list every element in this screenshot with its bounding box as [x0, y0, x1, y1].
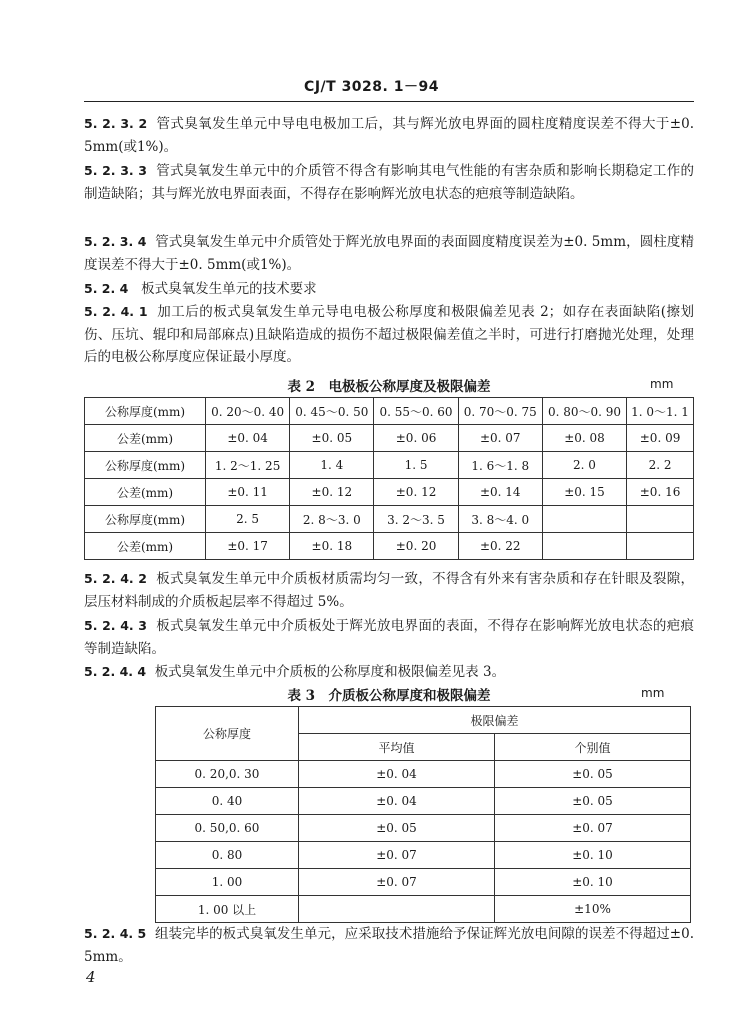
table-3-header-thickness: 公称厚度 — [156, 707, 299, 761]
table-row — [156, 869, 691, 896]
table-row — [156, 842, 691, 869]
table-2-electrode-thickness — [84, 397, 694, 560]
header-rule — [84, 101, 694, 102]
thickness-cell: 0. 40 — [156, 788, 299, 815]
table-row — [156, 788, 691, 815]
individual-cell: ±0. 07 — [495, 815, 691, 842]
thickness-cell: 0. 80 — [156, 842, 299, 869]
table-cell: 1. 4 — [290, 452, 374, 479]
average-cell: ±0. 04 — [299, 761, 495, 788]
table-3-dielectric-thickness — [155, 706, 691, 923]
table-cell: 2. 5 — [206, 506, 290, 533]
row-label: 公差(mm) — [85, 479, 206, 506]
clause-text: 板式臭氧发生单元中介质板处于辉光放电界面的表面，不得存在影响辉光放电状态的疤痕等制造缺陷。 — [84, 618, 695, 657]
table-cell: 2. 2 — [627, 452, 694, 479]
clause-5-2-3-2 — [84, 113, 694, 158]
clause-5-2-4-2 — [84, 568, 694, 613]
table-cell: ±0. 20 — [374, 533, 458, 560]
table-3-unit: mm — [641, 686, 665, 700]
row-label: 公称厚度(mm) — [85, 398, 206, 425]
clause-number: 5. 2. 4. 2 — [84, 571, 147, 586]
table-row — [156, 761, 691, 788]
clause-5-2-4-3 — [84, 615, 694, 660]
table-cell: ±0. 12 — [374, 479, 458, 506]
table-3-caption: 表 3 介质板公称厚度和极限偏差 — [287, 688, 491, 704]
table-cell: ±0. 05 — [290, 425, 374, 452]
clause-number: 5. 2. 4. 4 — [84, 664, 147, 679]
table-cell: 0. 45～0. 50 — [290, 398, 374, 425]
table-cell: ±0. 15 — [542, 479, 626, 506]
individual-cell: ±0. 05 — [495, 761, 691, 788]
table-row — [85, 425, 694, 452]
table-row — [156, 815, 691, 842]
table-cell: ±0. 12 — [290, 479, 374, 506]
table-3-header-average: 平均值 — [299, 734, 495, 761]
clause-number: 5. 2. 3. 4 — [84, 234, 147, 249]
table-cell: 0. 80～0. 90 — [542, 398, 626, 425]
average-cell: ±0. 04 — [299, 788, 495, 815]
table-cell — [542, 533, 626, 560]
table-cell: 2. 8～3. 0 — [290, 506, 374, 533]
clause-number: 5. 2. 3. 3 — [84, 163, 147, 178]
table-cell: ±0. 17 — [206, 533, 290, 560]
clause-text: 组装完毕的板式臭氧发生单元，应采取技术措施给予保证辉光放电间隙的误差不得超过±0. 5mm。 — [84, 926, 694, 965]
clause-text: 板式臭氧发生单元的技术要求 — [141, 281, 317, 297]
row-label: 公称厚度(mm) — [85, 452, 206, 479]
individual-cell: ±0. 10 — [495, 842, 691, 869]
table-cell: ±0. 04 — [206, 425, 290, 452]
thickness-cell: 1. 00 以上 — [156, 896, 299, 923]
page-number: 4 — [86, 968, 96, 986]
average-cell: ±0. 05 — [299, 815, 495, 842]
clause-5-2-4 — [84, 278, 694, 301]
average-cell — [299, 896, 495, 923]
clause-5-2-4-5 — [84, 923, 694, 968]
clause-text: 管式臭氧发生单元中介质管处于辉光放电界面的表面圆度精度误差为±0. 5mm，圆柱度精度误差不得大于±0. 5mm(或1%)。 — [84, 234, 694, 273]
clause-number: 5. 2. 4 — [84, 281, 129, 296]
table-row — [85, 398, 694, 425]
table-cell: 3. 8～4. 0 — [458, 506, 542, 533]
table-2-caption: 表 2 电极板公称厚度及极限偏差 — [287, 379, 491, 395]
clause-5-2-4-1 — [84, 301, 694, 369]
row-label: 公差(mm) — [85, 425, 206, 452]
individual-cell: ±0. 10 — [495, 869, 691, 896]
table-cell: ±0. 18 — [290, 533, 374, 560]
clause-text: 板式臭氧发生单元中介质板材质需均匀一致，不得含有外来有害杂质和存在针眼及裂隙，层压材料制成的介质板起层率不得超过 5%。 — [84, 571, 695, 610]
clause-number: 5. 2. 4. 5 — [84, 926, 147, 941]
table-cell: ±0. 22 — [458, 533, 542, 560]
table-row — [156, 896, 691, 923]
thickness-cell: 1. 00 — [156, 869, 299, 896]
table-2-unit: mm — [650, 377, 674, 391]
table-cell: ±0. 09 — [627, 425, 694, 452]
table-row — [85, 452, 694, 479]
table-cell: 1. 5 — [374, 452, 458, 479]
clause-number: 5. 2. 4. 3 — [84, 618, 147, 633]
clause-5-2-3-3 — [84, 160, 694, 205]
clause-text: 管式臭氧发生单元中导电电极加工后，其与辉光放电界面的圆柱度精度误差不得大于±0. 5mm(或1%)。 — [84, 116, 694, 155]
table-cell: 1. 2～1. 25 — [206, 452, 290, 479]
average-cell: ±0. 07 — [299, 869, 495, 896]
table-cell — [542, 506, 626, 533]
table-3-header-limit-deviation: 极限偏差 — [299, 707, 691, 734]
table-cell: ±0. 07 — [458, 425, 542, 452]
table-cell: ±0. 14 — [458, 479, 542, 506]
clause-text: 板式臭氧发生单元中介质板的公称厚度和极限偏差见表 3。 — [154, 664, 506, 680]
clause-text: 管式臭氧发生单元中的介质管不得含有影响其电气性能的有害杂质和影响长期稳定工作的制造缺陷；其与辉光放电界面表面，不得存在影响辉光放电状态的疤痕等制造缺陷。 — [84, 163, 695, 202]
clause-text: 加工后的板式臭氧发生单元导电电极公称厚度和极限偏差见表 2；如存在表面缺陷(擦划伤、压坑、辊印和局部麻点)且缺陷造成的损伤不超过极限偏差值之半时，可进行打磨抛光处理，处理后的电极公称厚度应保证最小厚度。 — [84, 304, 694, 365]
table-cell — [627, 533, 694, 560]
table-cell: ±0. 11 — [206, 479, 290, 506]
document-code-header: CJ/T 3028. 1－94 — [304, 79, 439, 95]
table-cell: ±0. 16 — [627, 479, 694, 506]
table-cell: 2. 0 — [542, 452, 626, 479]
table-row — [85, 479, 694, 506]
row-label: 公差(mm) — [85, 533, 206, 560]
table-cell: 0. 70～0. 75 — [458, 398, 542, 425]
thickness-cell: 0. 20,0. 30 — [156, 761, 299, 788]
table-cell: ±0. 08 — [542, 425, 626, 452]
table-row — [85, 506, 694, 533]
table-cell: 1. 6～1. 8 — [458, 452, 542, 479]
table-cell: ±0. 06 — [374, 425, 458, 452]
table-cell: 0. 20～0. 40 — [206, 398, 290, 425]
individual-cell: ±0. 05 — [495, 788, 691, 815]
clause-number: 5. 2. 4. 1 — [84, 304, 148, 319]
row-label: 公称厚度(mm) — [85, 506, 206, 533]
table-cell: 1. 0～1. 1 — [627, 398, 694, 425]
table-row — [85, 533, 694, 560]
individual-cell: ±10% — [495, 896, 691, 923]
table-cell: 3. 2～3. 5 — [374, 506, 458, 533]
average-cell: ±0. 07 — [299, 842, 495, 869]
thickness-cell: 0. 50,0. 60 — [156, 815, 299, 842]
clause-number: 5. 2. 3. 2 — [84, 116, 148, 131]
table-3-header-individual: 个别值 — [495, 734, 691, 761]
table-cell: 0. 55～0. 60 — [374, 398, 458, 425]
table-cell — [627, 506, 694, 533]
clause-5-2-3-4 — [84, 231, 694, 276]
clause-5-2-4-4 — [84, 661, 694, 684]
